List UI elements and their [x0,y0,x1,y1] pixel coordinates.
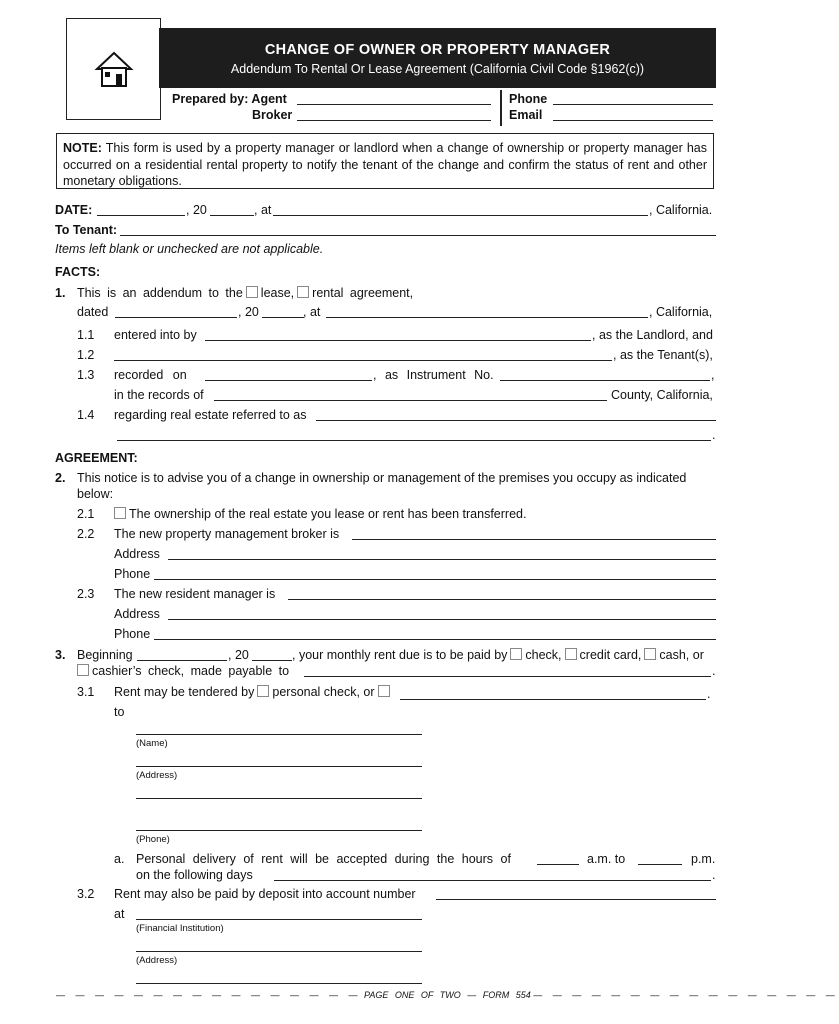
real-estate-field[interactable] [316,420,716,421]
delivery-label: Personal delivery of rent will be accepted during the hours of [136,852,511,866]
house-icon [94,49,134,89]
financial-caption: (Financial Institution) [136,923,224,934]
phone-caption: (Phone) [136,834,170,845]
regarding-label: regarding real estate referred to as [114,408,307,422]
n11: 1.1 [77,328,95,342]
beginning-20: , 20 [228,648,249,662]
manager-address-field[interactable] [168,619,716,620]
address-field-2[interactable] [136,798,422,799]
new-broker-field[interactable] [352,539,716,540]
following-days-label: on the following days [136,868,253,882]
other-tender-checkbox[interactable] [378,685,390,697]
dated-year-field[interactable] [262,317,304,318]
name-caption: (Name) [136,738,168,749]
n22: 2.2 [77,527,95,541]
n14: 1.4 [77,408,95,422]
phone-label: Phone [509,92,548,106]
records-field[interactable] [214,400,607,401]
phone-field[interactable] [553,104,713,105]
dated-20: , 20 [238,305,259,319]
real-estate-period: . [712,428,716,442]
institution-address-caption: (Address) [136,955,178,966]
tendered-row: Rent may be tendered by personal check, or [114,685,393,699]
email-label: Email [509,108,543,122]
ownership-checkbox[interactable] [114,507,126,519]
institution-address-field[interactable] [136,951,422,952]
footer-dashes-right: — — — — — — — — — — — — — — — — [533,990,839,1000]
new-manager-field[interactable] [288,599,716,600]
to-tenant-label: To Tenant: [55,223,118,237]
item-a: a. [114,852,125,866]
agent-field[interactable] [297,104,491,105]
financial-institution-field[interactable] [136,919,422,920]
am-to-label: a.m. to [587,852,626,866]
n23: 2.3 [77,587,95,601]
section-1-text: This is an addendum to the lease, rental agreement, [77,286,414,300]
dated-california: , California, [649,305,713,319]
broker-field[interactable] [297,120,491,121]
note-text: This form is used by a property manager or landlord when a change of ownership or property manager has occurred on a residential rental property to notify the tenant of the change and confirm the status of rent and other monetary obligations. [63,141,708,188]
facts-heading: FACTS: [55,265,101,279]
real-estate-field-2[interactable] [117,440,711,441]
landlord-field[interactable] [205,340,591,341]
address-field[interactable] [136,766,422,767]
other-tender-field[interactable] [400,699,706,700]
account-number-field[interactable] [436,899,716,900]
to-tenant-field[interactable] [120,235,716,236]
note-box [56,133,714,189]
blank-note: Items left blank or unchecked are not applicable. [55,242,324,256]
hours-to-field[interactable] [638,864,682,865]
hours-from-field[interactable] [537,864,579,865]
section-3-num: 3. [55,648,66,662]
date-city-field[interactable] [273,215,648,216]
n12: 1.2 [77,348,95,362]
new-broker-label: The new property management broker is [114,527,340,541]
logo-box [66,18,161,120]
section-2-num: 2. [55,471,66,485]
beginning-field[interactable] [137,660,227,661]
prepared-by-label: Prepared by: Agent [172,92,287,106]
n21: 2.1 [77,507,95,521]
cashiers-checkbox[interactable] [77,664,89,676]
form-subtitle: Addendum To Rental Or Lease Agreement (California Civil Code §1962(c)) [230,62,645,76]
dated-at: , at [303,305,321,319]
entered-label: entered into by [114,328,197,342]
days-period: . [712,868,716,882]
date-year-field[interactable] [210,215,254,216]
instrument-field[interactable] [500,380,710,381]
manager-phone-label: Phone [114,627,151,641]
instrument-label: , as Instrument No. [373,368,494,382]
landlord-label: , as the Landlord, and [592,328,713,342]
days-field[interactable] [274,880,711,881]
tenants-label: , as the Tenant(s), [613,348,713,362]
credit-card-checkbox[interactable] [565,648,577,660]
recorded-field[interactable] [205,380,372,381]
date-at: , at [254,203,272,217]
section-2-text-b: below: [77,487,114,501]
cashiers-row: cashier’s check, made payable to [74,664,289,678]
prepared-divider [500,90,502,126]
recorded-label: recorded on [114,368,187,382]
n31: 3.1 [77,685,95,699]
dated-field[interactable] [115,317,237,318]
payable-period: . [712,664,716,678]
agreement-heading: AGREEMENT: [55,451,138,465]
n32: 3.2 [77,887,95,901]
tender-period: . [707,687,711,701]
broker-address-label: Address [114,547,160,561]
beginning-year-field[interactable] [252,660,292,661]
broker-phone-label: Phone [114,567,151,581]
monthly-row: , your monthly rent due is to be paid by check, credit card, cash, or [292,648,704,662]
n13: 1.3 [77,368,95,382]
manager-address-label: Address [114,607,160,621]
instrument-comma: , [711,368,715,382]
dated-label: dated [77,305,109,319]
lease-checkbox[interactable] [246,286,258,298]
title-banner [159,28,716,88]
check-checkbox[interactable] [510,648,522,660]
records-label: in the records of [114,388,204,402]
tenants-field[interactable] [114,360,612,361]
phone-field-2[interactable] [136,830,422,831]
rental-checkbox[interactable] [297,286,309,298]
footer-dashes-left: — — — — — — — — — — — — — — — — [56,990,362,1000]
broker-label: Broker [252,108,293,122]
at-label: at [114,907,125,921]
broker-address-field[interactable] [168,559,716,560]
note-label: NOTE: [63,141,102,155]
date-label: DATE: [55,203,93,217]
county-label: County, California, [611,388,713,402]
address-caption: (Address) [136,770,178,781]
section-2-text-a: This notice is to advise you of a change in ownership or management of the premises you occupy as indicated [77,471,687,485]
date-field[interactable] [97,215,185,216]
dated-city-field[interactable] [326,317,648,318]
payable-to-field[interactable] [304,676,711,677]
date-20: , 20 [186,203,207,217]
page-footer [56,990,839,1000]
manager-phone-field[interactable] [154,639,716,640]
deposit-label: Rent may also be paid by deposit into account number [114,887,416,901]
institution-address-field-2[interactable] [136,983,422,984]
cash-checkbox[interactable] [644,648,656,660]
ownership-row: The ownership of the real estate you lease or rent has been transferred. [111,507,526,521]
name-field[interactable] [136,734,422,735]
to-label: to [114,705,125,719]
footer-text: PAGE ONE OF TWO — FORM 554 [364,990,531,1000]
date-california: , California. [649,203,713,217]
personal-check-checkbox[interactable] [257,685,269,697]
beginning-label: Beginning [77,648,133,662]
new-manager-label: The new resident manager is [114,587,276,601]
email-field[interactable] [553,120,713,121]
broker-phone-field[interactable] [154,579,716,580]
pm-label: p.m. [691,852,716,866]
form-title: CHANGE OF OWNER OR PROPERTY MANAGER [264,42,611,58]
section-1-num: 1. [55,286,66,300]
